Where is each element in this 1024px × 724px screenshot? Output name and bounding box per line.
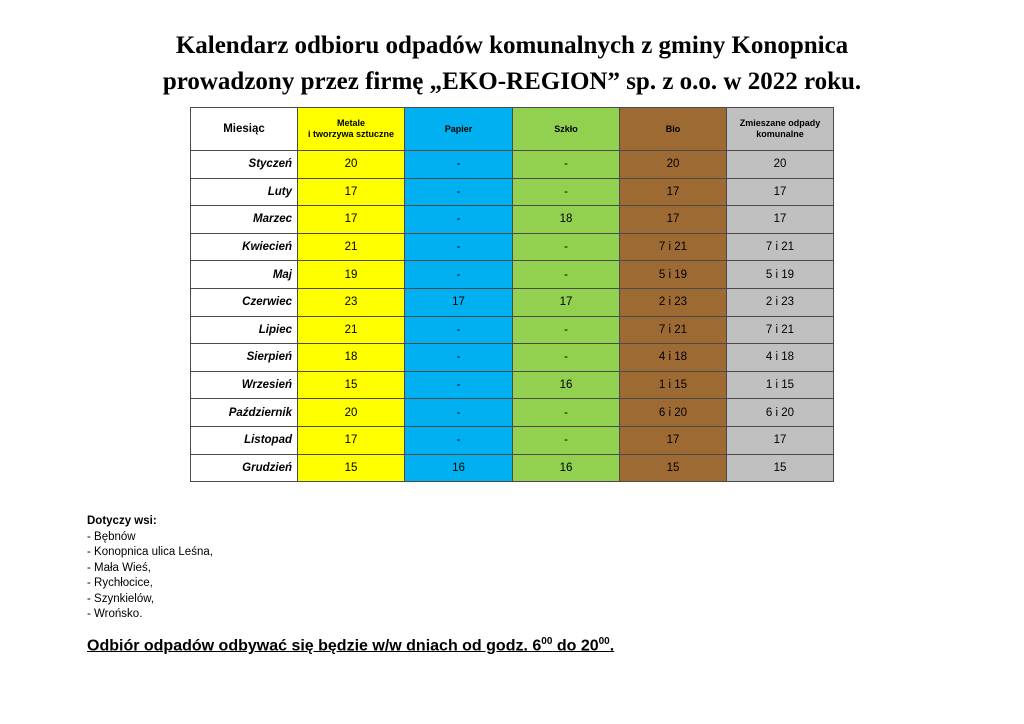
cell-papier: - [405, 178, 513, 206]
cell-metale: 21 [298, 233, 405, 261]
cell-mix: 7 i 21 [727, 233, 834, 261]
cell-month: Wrzesień [191, 371, 298, 399]
header-szklo: Szkło [513, 108, 620, 151]
table-row [191, 233, 834, 261]
cell-bio: 4 i 18 [620, 344, 727, 372]
cell-metale: 21 [298, 316, 405, 344]
cell-month: Marzec [191, 206, 298, 234]
cell-szklo: 16 [513, 454, 620, 482]
cell-szklo: 17 [513, 288, 620, 316]
document-title [0, 28, 1024, 100]
village-item: - Rychłocice, [87, 577, 153, 589]
cell-szklo: 16 [513, 371, 620, 399]
cell-metale: 17 [298, 426, 405, 454]
cell-bio: 17 [620, 206, 727, 234]
cell-mix: 17 [727, 178, 834, 206]
cell-mix: 5 i 19 [727, 261, 834, 289]
table-row [191, 261, 834, 289]
cell-metale: 15 [298, 454, 405, 482]
cell-mix: 4 i 18 [727, 344, 834, 372]
cell-mix: 17 [727, 206, 834, 234]
cell-szklo: - [513, 426, 620, 454]
cell-szklo: - [513, 151, 620, 179]
cell-bio: 7 i 21 [620, 233, 727, 261]
cell-szklo: - [513, 233, 620, 261]
header-month: Miesiąc [191, 108, 298, 151]
header-mix [727, 108, 834, 151]
cell-metale: 17 [298, 178, 405, 206]
cell-bio: 6 i 20 [620, 399, 727, 427]
cell-month: Luty [191, 178, 298, 206]
cell-szklo: - [513, 344, 620, 372]
header-metale-line2: i tworzywa sztuczne [307, 129, 395, 139]
table-row [191, 371, 834, 399]
cell-szklo: - [513, 178, 620, 206]
header-row [191, 108, 834, 151]
table-row [191, 288, 834, 316]
cell-papier: - [405, 206, 513, 234]
schedule-table-body [191, 108, 834, 482]
header-mix-line1: Zmieszane odpady [739, 118, 821, 128]
cell-metale: 19 [298, 261, 405, 289]
cell-szklo: 18 [513, 206, 620, 234]
cell-papier: - [405, 261, 513, 289]
schedule-table [190, 107, 834, 482]
title-line-2: prowadzony przez firmę „EKO-REGION” sp. z o.o. w 2022 roku. [162, 68, 862, 95]
cell-month: Maj [191, 261, 298, 289]
cell-papier: - [405, 344, 513, 372]
cell-metale: 17 [298, 206, 405, 234]
cell-szklo: - [513, 316, 620, 344]
cell-bio: 7 i 21 [620, 316, 727, 344]
table-row [191, 206, 834, 234]
village-item: - Mała Wieś, [87, 561, 151, 574]
note-sup-2: 00 [598, 636, 610, 647]
cell-bio: 15 [620, 454, 727, 482]
table-row [191, 316, 834, 344]
title-line-1: Kalendarz odbioru odpadów komunalnych z gminy Konopnica [175, 32, 849, 59]
cell-metale: 20 [298, 151, 405, 179]
villages-heading: Dotyczy wsi: [87, 515, 157, 527]
cell-mix: 7 i 21 [727, 316, 834, 344]
cell-papier: - [405, 233, 513, 261]
cell-month: Styczeń [191, 151, 298, 179]
villages-list [87, 514, 213, 623]
note-text: Odbiór odpadów odbywać się będzie w/w dniach od godz. 6 [87, 637, 542, 655]
cell-bio: 20 [620, 151, 727, 179]
village-item: - Bębnów [87, 530, 136, 543]
cell-papier: 17 [405, 288, 513, 316]
table-row [191, 151, 834, 179]
table-row [191, 454, 834, 482]
cell-mix: 20 [727, 151, 834, 179]
village-item: - Konopnica ulica Leśna, [87, 546, 213, 558]
note-mid: do 20 [552, 637, 599, 655]
cell-papier: - [405, 399, 513, 427]
cell-month: Listopad [191, 426, 298, 454]
cell-month: Czerwiec [191, 288, 298, 316]
village-item: - Szynkielów, [87, 592, 155, 605]
cell-bio: 17 [620, 426, 727, 454]
cell-metale: 23 [298, 288, 405, 316]
cell-papier: - [405, 316, 513, 344]
cell-bio: 1 i 15 [620, 371, 727, 399]
note-sup-1: 00 [541, 636, 553, 647]
table-row [191, 344, 834, 372]
cell-szklo: - [513, 399, 620, 427]
header-bio: Bio [620, 108, 727, 151]
cell-mix: 17 [727, 426, 834, 454]
village-item: - Wrońsko. [87, 608, 143, 620]
cell-mix: 15 [727, 454, 834, 482]
header-metale [298, 108, 405, 151]
cell-month: Lipiec [191, 316, 298, 344]
cell-papier: 16 [405, 454, 513, 482]
collection-hours-note [87, 636, 614, 655]
cell-month: Październik [191, 399, 298, 427]
cell-bio: 2 i 23 [620, 288, 727, 316]
cell-mix: 2 i 23 [727, 288, 834, 316]
header-mix-line2: komunalne [756, 129, 804, 139]
cell-bio: 5 i 19 [620, 261, 727, 289]
cell-mix: 6 i 20 [727, 399, 834, 427]
header-papier: Papier [405, 108, 513, 151]
cell-metale: 18 [298, 344, 405, 372]
table-row [191, 178, 834, 206]
cell-papier: - [405, 426, 513, 454]
cell-papier: - [405, 371, 513, 399]
cell-papier: - [405, 151, 513, 179]
cell-month: Sierpień [191, 344, 298, 372]
table-row [191, 426, 834, 454]
cell-month: Kwiecień [191, 233, 298, 261]
cell-bio: 17 [620, 178, 727, 206]
cell-month: Grudzień [191, 454, 298, 482]
cell-metale: 15 [298, 371, 405, 399]
cell-szklo: - [513, 261, 620, 289]
cell-mix: 1 i 15 [727, 371, 834, 399]
table-row [191, 399, 834, 427]
header-metale-line1: Metale [336, 118, 365, 128]
note-end: . [609, 637, 615, 655]
cell-metale: 20 [298, 399, 405, 427]
